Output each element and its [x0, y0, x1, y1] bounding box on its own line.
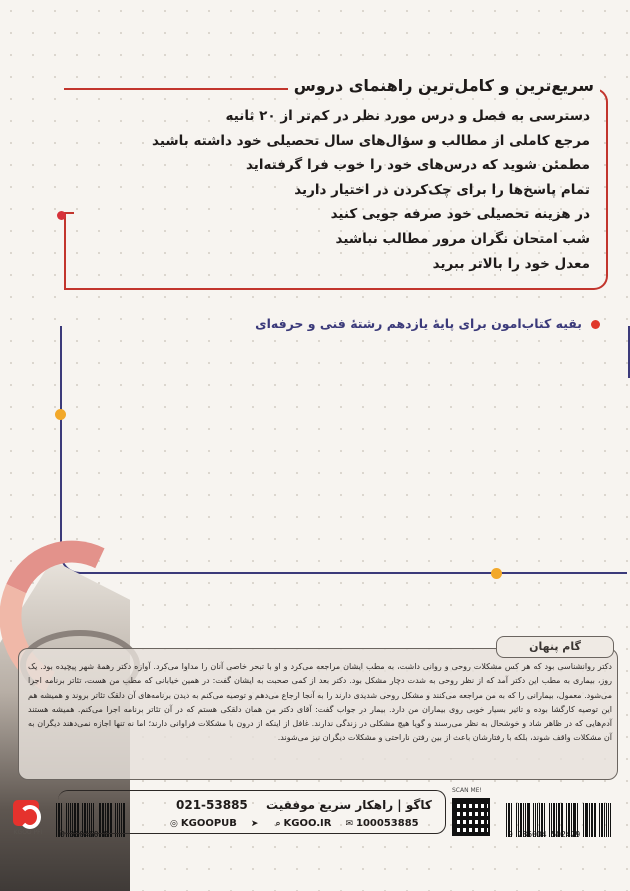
barcode-bar: [601, 803, 603, 837]
scan-label: SCAN ME!: [452, 787, 482, 794]
phone-number[interactable]: 021-53885: [176, 798, 248, 812]
barcode-bar: [606, 803, 607, 837]
feature-item: دسترسی به فصل و درس مورد نظر در کم‌تر از ۲۰ ثانیه: [225, 108, 590, 124]
sms-link[interactable]: ✉ 100053885: [345, 818, 419, 829]
kgoo-logo-icon: [13, 800, 39, 826]
barcode-bar: [610, 803, 611, 837]
decor-dot: [491, 568, 502, 579]
books-section-title: بقیه کتاب‌امون برای پایهٔ یازدهم رشتهٔ فنی و حرفه‌ای: [251, 316, 586, 331]
barcode-bar: [585, 803, 586, 837]
website-link[interactable]: ⌕ KGOO.IR: [275, 818, 332, 829]
story-text: دکتر روانشناسی بود که هر کس مشکلات روحی و روانی داشت، به مطب ایشان مراجعه می‌کرد و او با تبحر خاصی آنان را مداوا می‌کرد. آوازه دکتر رهمهٔ شهر پیچیده بود. یک روز، بیماری به مطب این دکتر آمد که از نظر روحی به شدت دچار مشکل بود. دکتر بعد از کمی صحبت به ایشان گفت: در همین خیابانی که مطب من هست، تئاتر برنامه اجرا می‌شود. معمول، بیمارانی را که به من مراجعه می‌کنند و مشکل روحی شدیدی دارند را به آنجا ارجاع می‌دهم و توصیه می‌کنم به دیدن برنامه‌های آن دلقک تئاتر بروند و همیشه هم این توصیه کارگشا بوده و تاثیر بسیار خوبی روی بیماران من دارد. بیمار در جواب گفت: آقای دکتر من همان دلقکی هستم که در آن تئاتر برنامه اجرا می‌کنم. همیشه هستند آدم‌هایی که در ظاهر شاد و خوشحال به نظر می‌رسند و گویا هیچ مشکلی در زندگی ندارند. غافل از اینکه از درون با مشکلات فراوانی دارند؛ اما نه تنها اجازه نمی‌دهند دیگران به آن مشکلات واقف شوند، بلکه با رفتارشان باعث از بین رفتن ناراحتی و مشکلات دیگران نیز می‌شوند.: [28, 662, 612, 743]
barcode-bar: [599, 803, 600, 837]
barcode-bar: [612, 803, 615, 837]
isbn-number: 9 786004 502429: [508, 830, 581, 839]
web-icon: ⌕: [275, 819, 281, 829]
feature-item: شب امتحان نگران مرور مطالب نباشید: [335, 230, 590, 247]
feature-item: در هزینه تحصیلی خود صرفه جویی کنید: [330, 206, 590, 223]
story-tag: [496, 636, 614, 658]
instagram-link[interactable]: ◎ KGOOPUB: [170, 818, 237, 829]
barcode-left-number: 0 000460 8: [60, 830, 109, 839]
features-title: سریع‌ترین و کامل‌ترین راهنمای دروس: [288, 76, 600, 95]
feature-item: مطمئن شوید که درس‌های خود را خوب فرا گرفته‌اید: [245, 157, 590, 174]
barcode-bar: [589, 803, 590, 837]
feature-item: مرجع کاملی از مطالب و سؤال‌های سال تحصیلی خود داشته باشید: [152, 132, 590, 149]
sms-icon: ✉: [345, 819, 353, 829]
barcode-bar: [594, 803, 597, 837]
features-list: [150, 104, 590, 276]
barcode-bar: [583, 803, 584, 837]
decor-dot: [55, 409, 66, 420]
bullet-dot: [591, 320, 600, 329]
telegram-link[interactable]: [251, 818, 262, 829]
barcode-bar: [591, 803, 593, 837]
social-links: [170, 818, 419, 829]
qr-code[interactable]: [452, 798, 490, 836]
barcode-bar: [604, 803, 605, 837]
decor-dot: [57, 211, 66, 220]
story-tag-label: گام پنهان: [529, 640, 581, 653]
books-frame: [60, 326, 627, 574]
barcode-bar: [56, 803, 57, 837]
brand-name: KGOO PFI: [13, 829, 43, 836]
barcode-bar: [597, 803, 598, 837]
barcode-bar: [586, 803, 588, 837]
barcode-bar: [506, 803, 507, 837]
slogan: کاگو | راهکار سریع موفقیت: [266, 798, 432, 812]
instagram-icon: ◎: [170, 819, 178, 829]
barcode-bar: [608, 803, 610, 837]
feature-item: تمام پاسخ‌ها را برای چک‌کردن در اختیار دارید: [294, 181, 590, 198]
feature-item: معدل خود را بالاتر ببرید: [432, 255, 590, 272]
telegram-icon: ➤: [250, 819, 259, 829]
